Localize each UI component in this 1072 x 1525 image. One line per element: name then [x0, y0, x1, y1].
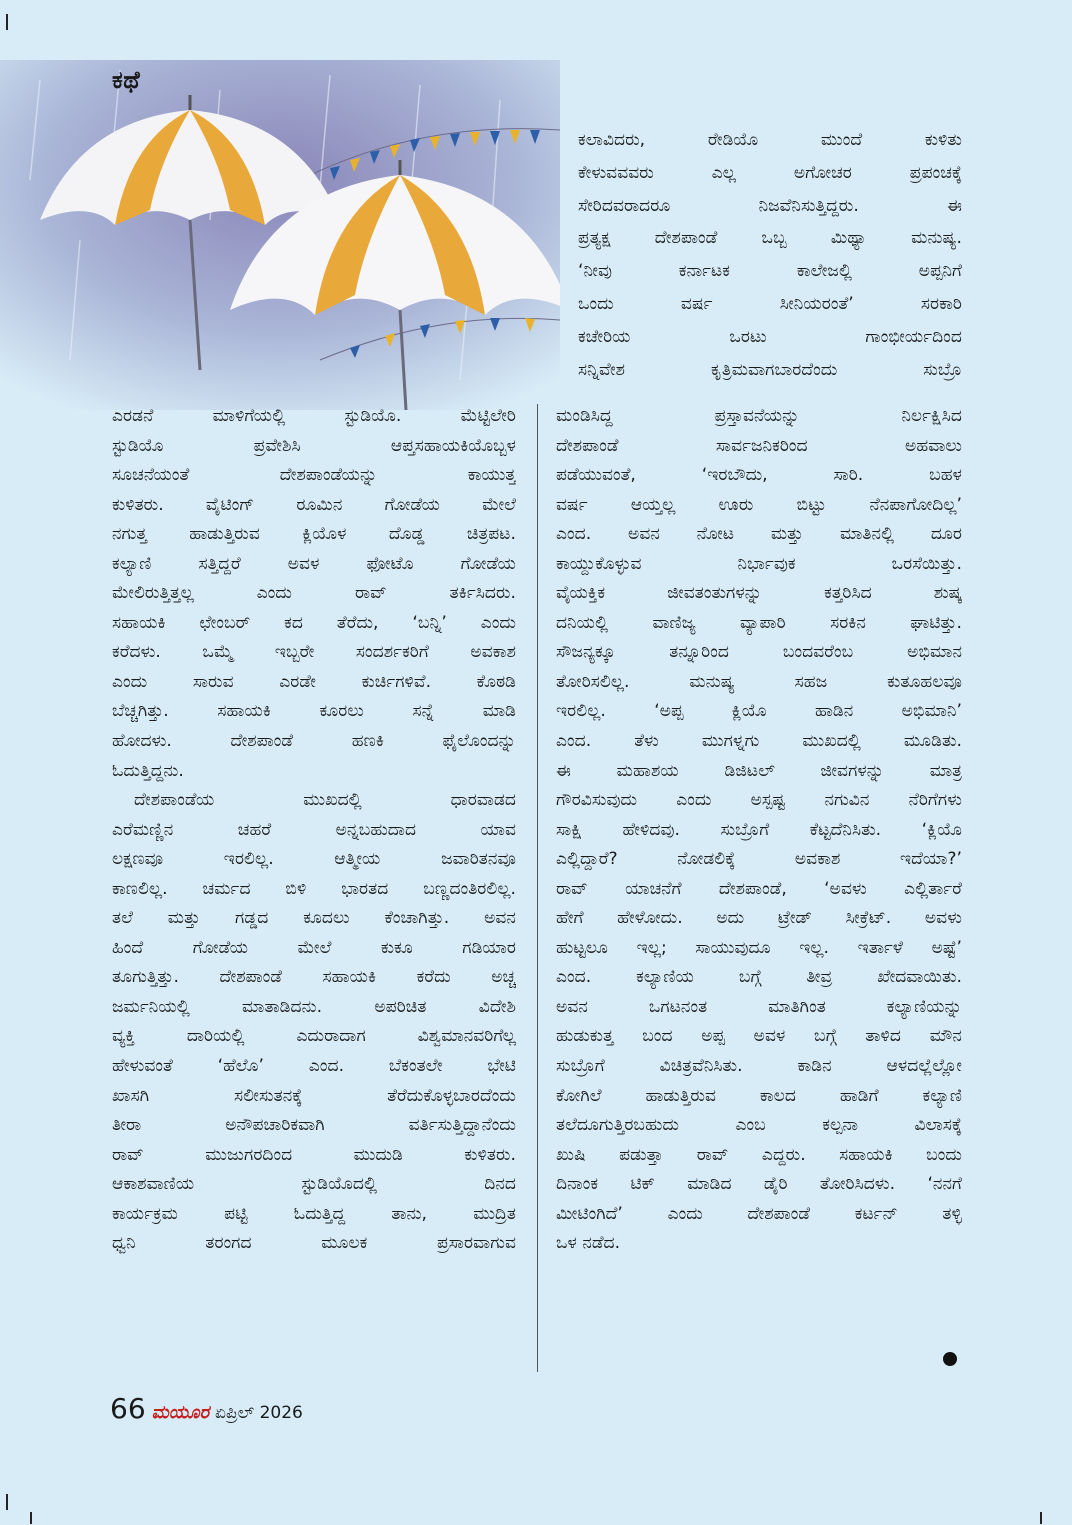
text-line: ಕಲಾವಿದರು, ರೇಡಿಯೊ ಮುಂದೆ ಕುಳಿತು — [578, 130, 962, 150]
text-line: ಎರಡನೆ ಮಾಳಿಗೆಯಲ್ಲಿ ಸ್ಟುಡಿಯೊ. ಮೆಟ್ಟಿಲೇರಿ — [112, 406, 516, 426]
text-line: ಬೆಚ್ಚಗಿತ್ತು. ಸಹಾಯಕಿ ಕೂರಲು ಸನ್ನೆ ಮಾಡಿ — [112, 701, 516, 722]
section-label: ಕಥೆ — [112, 66, 141, 94]
text-line: ಮೀಟಿಂಗಿದೆ’ ಎಂದು ದೇಶಪಾಂಡೆ ಕರ್ಟನ್ ತಳ್ಳಿ — [556, 1203, 962, 1224]
text-line: ಕಾಯ್ದುಕೊಳ್ಳುವ ನಿರ್ಭಾವುಕ ಒರಸೆಯಿತ್ತು. — [556, 553, 962, 574]
text-line: ಎಂದ. ಅವನ ನೋಟ ಮತ್ತು ಮಾತಿನಲ್ಲಿ ದೂರ — [556, 524, 962, 545]
text-line: ಖುಷಿ ಪಡುತ್ತಾ ರಾವ್ ಎದ್ದರು. ಸಹಾಯಕಿ ಬಂದು — [556, 1144, 962, 1165]
text-line: ಕೇಳುವವವರು ಎಲ್ಲ ಅಗೋಚರ ಪ್ರಪಂಚಕ್ಕೆ — [578, 162, 962, 183]
text-line: ಒಂದು ವರ್ಷ ಸೀನಿಯರಂತೆ’ ಸರಕಾರಿ — [578, 293, 962, 314]
text-line: ಹುಡುಕುತ್ತ ಬಂದ ಅಪ್ಪ ಅವಳ ಬಗ್ಗೆ ತಾಳಿದ ಮೌನ — [556, 1026, 962, 1047]
text-line: ಹುಟ್ಟಲೂ ಇಲ್ಲ; ಸಾಯುವುದೂ ಇಲ್ಲ. ಇರ್ತಾಳೆ ಅಷ್ಟೆ’ — [556, 937, 962, 958]
text-line: ‘ನೀವು ಕರ್ನಾಟಕ ಕಾಲೇಜಲ್ಲಿ ಅಪ್ಪನಿಗೆ — [578, 261, 962, 282]
text-line: ಹೋದಳು. ದೇಶಪಾಂಡೆ ಹಣಕಿ ಫೈಲೊಂದನ್ನು — [112, 731, 516, 752]
text-line: ಇರಲಿಲ್ಲ. ‘ಅಪ್ಪ ಕ್ಲಿಯೊ ಹಾಡಿನ ಅಭಿಮಾನಿ’ — [556, 701, 962, 722]
right-column — [556, 402, 962, 1259]
text-line: ಎರೆಮಣ್ಣಿನ ಚಹರೆ ಅನ್ನಬಹುದಾದ ಯಾವ — [112, 819, 516, 840]
text-line: ಕಾಣಲಿಲ್ಲ. ಚರ್ಮದ ಬಿಳಿ ಭಾರತದ ಬಣ್ಣದಂತಿರಲಿಲ್ಲ. — [112, 878, 516, 899]
text-line: ಸುಬ್ರೊಗೆ ವಿಚಿತ್ರವೆನಿಸಿತು. ಕಾಡಿನ ಆಳದಲ್ಲೆಲ್ಲೋ — [556, 1056, 962, 1077]
text-line: ಈ ಮಹಾಶಯ ಡಿಜಿಟಲ್ ಜೀವಗಳನ್ನು ಮಾತ್ರ — [556, 760, 962, 781]
text-line: ಆಕಾಶವಾಣಿಯ ಸ್ಟುಡಿಯೊದಲ್ಲಿ ದಿನದ — [112, 1174, 516, 1195]
text-line: ಸ್ಟುಡಿಯೊ ಪ್ರವೇಶಿಸಿ ಆಪ್ತಸಹಾಯಕಿಯೊಬ್ಬಳ — [112, 435, 516, 456]
crop-mark — [6, 14, 8, 30]
text-line: ಸೌಜನ್ಯಕ್ಕೂ ತನ್ನೂರಿಂದ ಬಂದವರೆಂಬ ಅಭಿಮಾನ — [556, 642, 962, 663]
text-line: ಸೇರಿದವರಾದರೂ ನಿಜವೆನಿಸುತ್ತಿದ್ದರು. ಈ — [578, 195, 962, 216]
text-line: ಹಿಂದೆ ಗೋಡೆಯ ಮೇಲೆ ಕುಕೂ ಗಡಿಯಾರ — [112, 937, 516, 958]
text-line: ಪಡೆಯುವಂತೆ, ‘ಇರಬೌದು, ಸಾರಿ. ಬಹಳ — [556, 465, 962, 486]
text-line: ಸಹಾಯಕಿ ಛೇಂಬರ್ ಕದ ತೆರೆದು, ‘ಬನ್ನಿ’ ಎಂದು — [112, 612, 516, 633]
text-line: ಕರೆದಳು. ಒಮ್ಮೆ ಇಬ್ಬರೇ ಸಂದರ್ಶಕರಿಗೆ ಅವಕಾಶ — [112, 642, 516, 663]
text-line: ಕಾರ್ಯಕ್ರಮ ಪಟ್ಟಿ ಓದುತ್ತಿದ್ದ ತಾನು, ಮುದ್ರಿತ — [112, 1203, 516, 1224]
column-divider — [537, 404, 538, 1372]
text-line: ತೀರಾ ಅನೌಪಚಾರಿಕವಾಗಿ ವರ್ತಿಸುತ್ತಿದ್ದಾನೆಂದು — [112, 1115, 516, 1136]
crop-mark — [30, 1512, 32, 1524]
issue-date: ಏಪ್ರಿಲ್ 2026 — [215, 1403, 303, 1423]
text-line: ವೈಯಕ್ತಿಕ ಜೀವತಂತುಗಳನ್ನು ಕತ್ತರಿಸಿದ ಶುಷ್ಕ — [556, 583, 962, 604]
text-line: ಗೌರವಿಸುವುದು ಎಂದು ಅಸ್ಪಷ್ಟ ನಗುವಿನ ನೆರಿಗೆಗಳು — [556, 790, 962, 811]
text-line: ಜರ್ಮನಿಯಲ್ಲಿ ಮಾತಾಡಿದನು. ಅಪರಿಚಿತ ವಿದೇಶಿ — [112, 996, 516, 1017]
text-line: ಲಕ್ಷಣವೂ ಇರಲಿಲ್ಲ. ಆತ್ಮೀಯ ಜವಾರಿತನವೂ — [112, 849, 516, 870]
text-line: ಪ್ರತ್ಯಕ್ಷ ದೇಶಪಾಂಡೆ ಒಬ್ಬ ಮಿಥ್ಯಾ ಮನುಷ್ಯ. — [578, 228, 962, 249]
text-line: ವರ್ಷ ಆಯ್ತಲ್ಲ ಊರು ಬಿಟ್ಟು ನೆನಪಾಗೋದಿಲ್ಲ’ — [556, 494, 962, 515]
text-line: ಹೇಗೆ ಹೇಳೋದು. ಅದು ಟ್ರೇಡ್ ಸೀಕ್ರೆಟ್. ಅವಳು — [556, 908, 962, 929]
top-right-text — [578, 124, 962, 386]
magazine-name: ಮಯೂರ — [151, 1402, 210, 1423]
text-line: ಸನ್ನಿವೇಶ ಕೃತ್ರಿಮವಾಗಬಾರದೆಂದು ಸುಬ್ರೊ — [578, 359, 962, 380]
text-line: ತೋರಿಸಲಿಲ್ಲ. ಮನುಷ್ಯ ಸಹಜ ಕುತೂಹಲವೂ — [556, 671, 962, 692]
text-line: ಧ್ವನಿ ತರಂಗದ ಮೂಲಕ ಪ್ರಸಾರವಾಗುವ — [112, 1233, 516, 1254]
crop-mark — [1040, 1512, 1042, 1524]
text-line: ಸೂಚನೆಯಂತೆ ದೇಶಪಾಂಡೆಯನ್ನು ಕಾಯುತ್ತ — [112, 465, 516, 486]
text-line: ಕೋಗಿಲೆ ಹಾಡುತ್ತಿರುವ ಕಾಲದ ಹಾಡಿಗೆ ಕಲ್ಯಾಣಿ — [556, 1085, 962, 1106]
text-line: ಖಾಸಗಿ ಸಲೀಸುತನಕ್ಕೆ ತೆರೆದುಕೊಳ್ಳಬಾರದೆಂದು — [112, 1085, 516, 1106]
end-of-story-bullet — [943, 1352, 957, 1366]
text-line: ವ್ಯಕ್ತಿ ದಾರಿಯಲ್ಲಿ ಎದುರಾದಾಗ ವಿಶ್ವಮಾನವರಿಗೆಲ್ಲ — [112, 1026, 516, 1047]
text-line: ದನಿಯಲ್ಲಿ ವಾಣಿಜ್ಯ ವ್ಯಾಪಾರಿ ಸರಕಿನ ಘಾಟಿತ್ತು. — [556, 612, 962, 633]
text-line: ಎಂದು ಸಾರುವ ಎರಡೇ ಕುರ್ಚಿಗಳಿವೆ. ಕೊಠಡಿ — [112, 671, 516, 692]
text-line: ತಲೆ ಮತ್ತು ಗಡ್ಡದ ಕೂದಲು ಕೆಂಚಾಗಿತ್ತು. ಅವನ — [112, 908, 516, 929]
text-line: ನಗುತ್ತ ಹಾಡುತ್ತಿರುವ ಕ್ಲಿಯೊಳ ದೊಡ್ಡ ಚಿತ್ರಪಟ. — [112, 524, 516, 545]
text-line: ಓದುತ್ತಿದ್ದನು. — [112, 760, 184, 781]
umbrella-illustration — [0, 60, 560, 410]
text-line: ಸಾಕ್ಷಿ ಹೇಳಿದವು. ಸುಬ್ರೊಗೆ ಕೆಟ್ಟದೆನಿಸಿತು. ‘ಕ್ಲಿಯೊ — [556, 819, 962, 840]
text-line: ರಾವ್ ಮುಜುಗರದಿಂದ ಮುದುಡಿ ಕುಳಿತರು. — [112, 1144, 516, 1165]
text-line: ಅವನ ಒಗಟನಂತ ಮಾತಿಗಿಂತ ಕಲ್ಯಾಣಿಯನ್ನು — [556, 996, 962, 1017]
crop-mark — [6, 1494, 8, 1510]
text-line: ದೇಶಪಾಂಡೆಯ ಮುಖದಲ್ಲಿ ಧಾರವಾಡದ — [134, 790, 516, 811]
text-line: ಕಲ್ಯಾಣಿ ಸತ್ತಿದ್ದರೆ ಅವಳ ಫೋಟೊ ಗೋಡೆಯ — [112, 553, 516, 574]
text-line: ರಾವ್ ಯಾಚನೆಗೆ ದೇಶಪಾಂಡೆ, ‘ಅವಳು ಎಲ್ಲಿರ್ತಾರೆ — [556, 878, 962, 899]
text-line: ಕಚೇರಿಯ ಒರಟು ಗಾಂಭೀರ್ಯದಿಂದ — [578, 326, 962, 347]
text-line: ತಲೆದೂಗುತ್ತಿರಬಹುದು ಎಂಬ ಕಲ್ಪನಾ ವಿಲಾಸಕ್ಕೆ — [556, 1115, 962, 1136]
text-line: ಎಂದ. ತೆಳು ಮುಗಳ್ನಗು ಮುಖದಲ್ಲಿ ಮೂಡಿತು. — [556, 731, 962, 752]
text-line: ಕುಳಿತರು. ವೈಟಿಂಗ್ ರೂಮಿನ ಗೋಡೆಯ ಮೇಲೆ — [112, 494, 516, 515]
text-line: ಎಂದ. ಕಲ್ಯಾಣಿಯ ಬಗ್ಗೆ ತೀವ್ರ ಖೇದವಾಯಿತು. — [556, 967, 962, 988]
page-footer — [110, 1392, 303, 1425]
text-line: ದೇಶಪಾಂಡೆ ಸಾರ್ವಜನಿಕರಿಂದ ಅಹವಾಲು — [556, 435, 962, 456]
text-line: ದಿನಾಂಕ ಟಿಕ್ ಮಾಡಿದ ಡೈರಿ ತೋರಿಸಿದಳು. ‘ನನಗೆ — [556, 1174, 962, 1195]
text-line: ಮಂಡಿಸಿದ್ದ ಪ್ರಸ್ತಾವನೆಯನ್ನು ನಿರ್ಲಕ್ಷಿಸಿದ — [556, 406, 962, 426]
left-column — [112, 402, 516, 1259]
text-line: ತೂಗುತ್ತಿತ್ತು. ದೇಶಪಾಂಡೆ ಸಹಾಯಕಿ ಕರೆದು ಅಚ್ಚ — [112, 967, 516, 988]
text-line: ಹೇಳುವಂತೆ ‘ಹೆಲೊ’ ಎಂದ. ಬೆಕಂತಲೇ ಭೇಟಿ — [112, 1056, 516, 1077]
text-line: ಎಲ್ಲಿದ್ದಾರೆ? ನೋಡಲಿಕ್ಕೆ ಅವಕಾಶ ಇದೆಯಾ?’ — [556, 849, 962, 870]
page-number: 66 — [110, 1392, 146, 1425]
text-line: ಒಳ ನಡೆದ. — [556, 1233, 621, 1254]
text-line: ಮೇಲಿರುತ್ತಿತ್ತಲ್ಲ ಎಂದು ರಾವ್ ತರ್ಕಿಸಿದರು. — [112, 583, 516, 604]
